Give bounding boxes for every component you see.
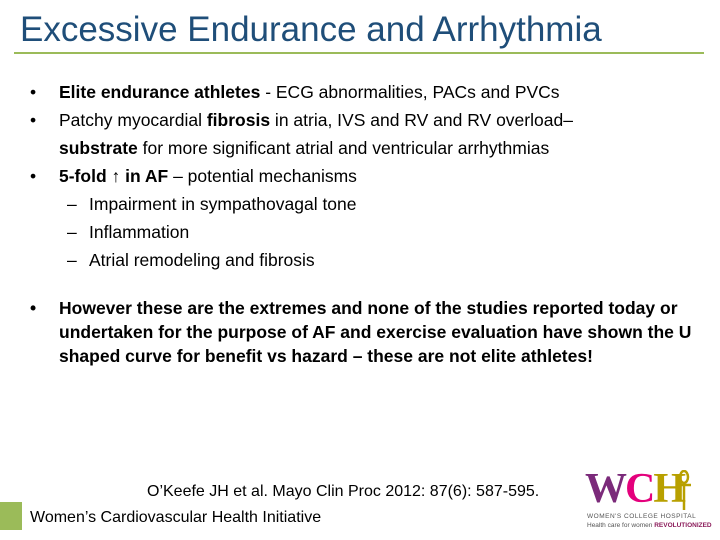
hospital-logo bbox=[585, 466, 712, 532]
bullet-bold-text: substrate bbox=[59, 138, 138, 158]
logo-subtagline bbox=[587, 522, 712, 529]
bullet-text: - ECG abnormalities, PACs and PVCs bbox=[260, 82, 560, 102]
bullet-mark: • bbox=[30, 166, 37, 186]
bullet-bold-text: fibrosis bbox=[206, 110, 271, 130]
bullet-mark: • bbox=[30, 110, 37, 130]
dash-mark: – bbox=[67, 222, 77, 242]
footer-accent-bar bbox=[0, 502, 22, 530]
footer-text: Women’s Cardiovascular Health Initiative bbox=[30, 509, 322, 526]
bullet-text: in atria, IVS and RV and RV overload– bbox=[270, 110, 573, 130]
slide-title: Excessive Endurance and Arrhythmia bbox=[20, 10, 602, 49]
logo-letter-c: C bbox=[625, 466, 654, 512]
bullet-item bbox=[30, 162, 710, 190]
dash-mark: – bbox=[67, 194, 77, 214]
bullet-mark: • bbox=[30, 82, 37, 102]
sub-bullet-text: Inflammation bbox=[89, 222, 190, 242]
bullet-mark: • bbox=[30, 298, 37, 318]
title-divider bbox=[14, 52, 704, 54]
dash-mark: – bbox=[67, 250, 77, 270]
logo-subtagline-a: Health care for women bbox=[587, 522, 653, 529]
logo-lettermark bbox=[585, 468, 684, 510]
ankh-icon bbox=[677, 470, 691, 510]
spacer bbox=[30, 274, 710, 296]
bullet-bold-text: However these are the extremes and none of the studies reported today or undertaken for the purpose of AF and exercise evaluation have shown the U shaped curve for benefit vs hazard – these are not elite athletes! bbox=[59, 298, 692, 366]
bullet-text: – potential mechanisms bbox=[168, 166, 357, 186]
sub-bullet-item bbox=[30, 190, 710, 218]
sub-bullet-text: Impairment in sympathovagal tone bbox=[89, 194, 357, 214]
bullet-bold-text: 5-fold ↑ in AF bbox=[59, 166, 169, 186]
bullet-item bbox=[30, 296, 710, 368]
bullet-list bbox=[30, 78, 710, 368]
logo-letter-w: W bbox=[585, 466, 625, 512]
bullet-bold-text: Elite endurance athletes bbox=[59, 82, 261, 102]
logo-subtagline-b: REVOLUTIONIZED bbox=[654, 522, 712, 529]
sub-bullet-item bbox=[30, 218, 710, 246]
sub-bullet-text: Atrial remodeling and fibrosis bbox=[89, 250, 315, 270]
logo-letter-h: H bbox=[653, 466, 685, 512]
sub-bullet-item bbox=[30, 246, 710, 274]
logo-tagline: WOMEN'S COLLEGE HOSPITAL bbox=[587, 513, 697, 520]
citation: O’Keefe JH et al. Mayo Clin Proc 2012: 87(6): 587-595. bbox=[147, 483, 540, 500]
bullet-item bbox=[30, 106, 710, 162]
bullet-text: Patchy myocardial bbox=[59, 110, 207, 130]
bullet-text: for more significant atrial and ventricular arrhythmias bbox=[137, 138, 550, 158]
bullet-item bbox=[30, 78, 710, 106]
